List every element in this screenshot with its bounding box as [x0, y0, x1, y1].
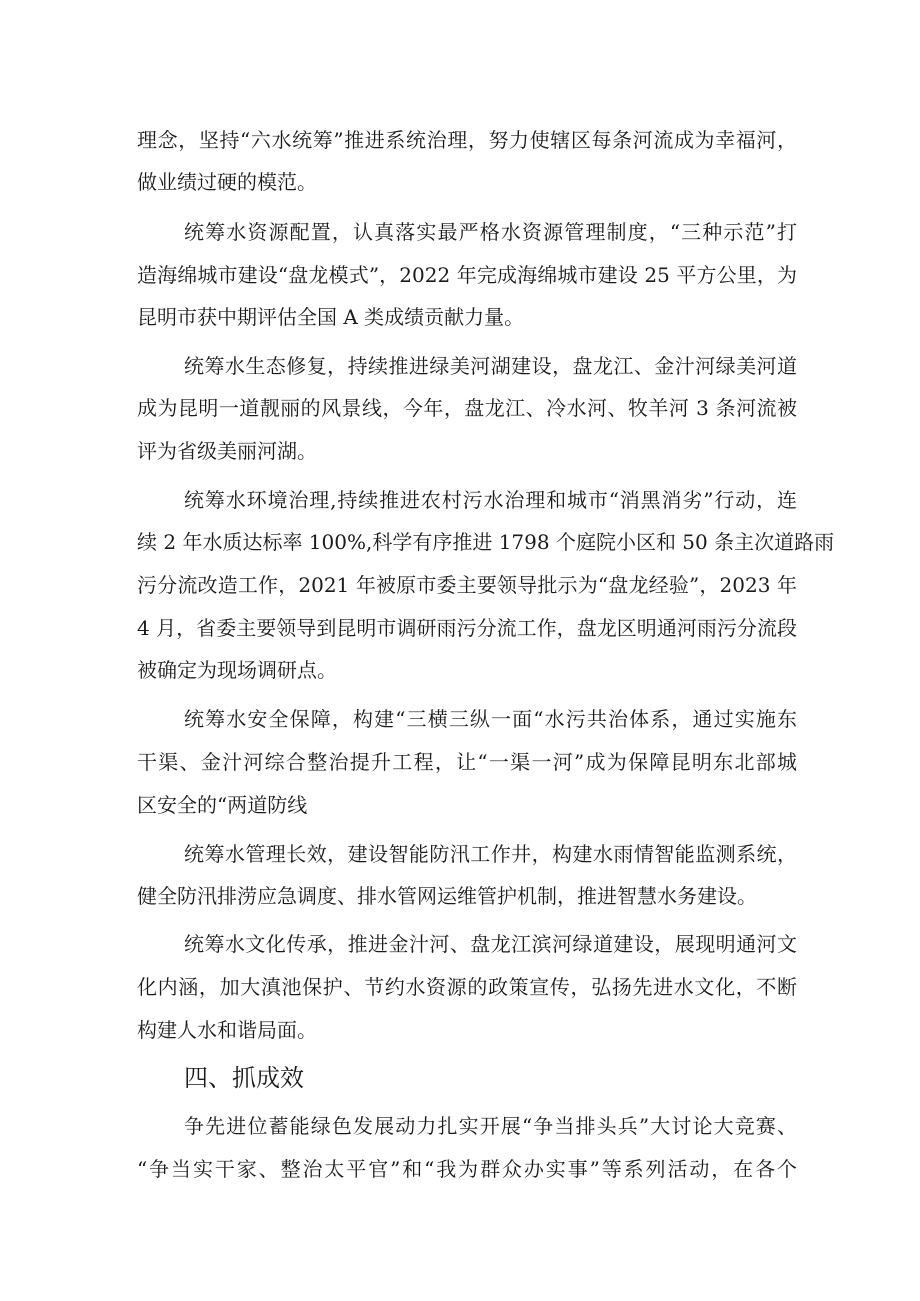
text-line: 续 2 年水质达标率 100%,科学有序推进 1798 个庭院小区和 50 条主次道路雨 [137, 530, 835, 554]
text-line: 干渠、金汁河综合整治提升工程，让“一渠一河”成为保障昆明东北部城 [137, 750, 797, 774]
paragraph-first-line: 统筹水文化传承，推进金汁河、盘龙江滨河绿道建设，展现明通河文 [184, 932, 797, 956]
paragraph-first-line: 争先进位蓄能绿色发展动力扎实开展“争当排头兵”大讨论大竞赛、 [184, 1114, 797, 1138]
text-line: 做业绩过硬的模范。 [137, 170, 317, 194]
text-line: 构建人水和谐局面。 [137, 1018, 317, 1042]
paragraph-first-line: 统筹水管理长效，建设智能防汛工作井，构建水雨情智能监测系统， [184, 842, 797, 866]
text-line: 4 月，省委主要领导到昆明市调研雨污分流工作，盘龙区明通河雨污分流段 [137, 616, 797, 640]
text-line: 评为省级美丽河湖。 [137, 439, 317, 463]
text-line: 造海绵城市建设“盘龙模式”，2022 年完成海绵城市建设 25 平方公里，为 [137, 263, 797, 287]
text-line: 成为昆明一道靓丽的风景线，今年，盘龙江、冷水河、牧羊河 3 条河流被 [137, 396, 797, 420]
paragraph-first-line: 统筹水资源配置，认真落实最严格水资源管理制度，“三种示范”打 [184, 220, 797, 244]
text-line: 化内涵，加大滇池保护、节约水资源的政策宣传，弘扬先进水文化，不断 [137, 975, 797, 999]
text-line: 区安全的“两道防线 [137, 793, 308, 817]
paragraph-first-line: 统筹水安全保障，构建“三横三纵一面“水污共治体系，通过实施东 [184, 707, 797, 731]
text-line: 健全防汛排涝应急调度、排水管网运维管护机制，推进智慧水务建设。 [137, 884, 757, 908]
paragraph-first-line: 统筹水生态修复，持续推进绿美河湖建设，盘龙江、金汁河绿美河道 [184, 354, 797, 378]
text-line: 昆明市获中期评估全国 A 类成绩贡献力量。 [137, 305, 525, 329]
text-line: 理念，坚持“六水统筹”推进系统治理，努力使辖区每条河流成为幸福河， [137, 128, 797, 152]
text-line: 被确定为现场调研点。 [137, 658, 337, 682]
section-heading: 四、抓成效 [184, 1064, 304, 1092]
text-line: 污分流改造工作，2021 年被原市委主要领导批示为“盘龙经验”，2023 年 [137, 573, 797, 597]
text-line: “争当实干家、整治太平官”和“我为群众办实事”等系列活动，在各个 [137, 1157, 797, 1181]
paragraph-first-line: 统筹水环境治理,持续推进农村污水治理和城市“消黑消劣”行动，连 [184, 488, 797, 512]
